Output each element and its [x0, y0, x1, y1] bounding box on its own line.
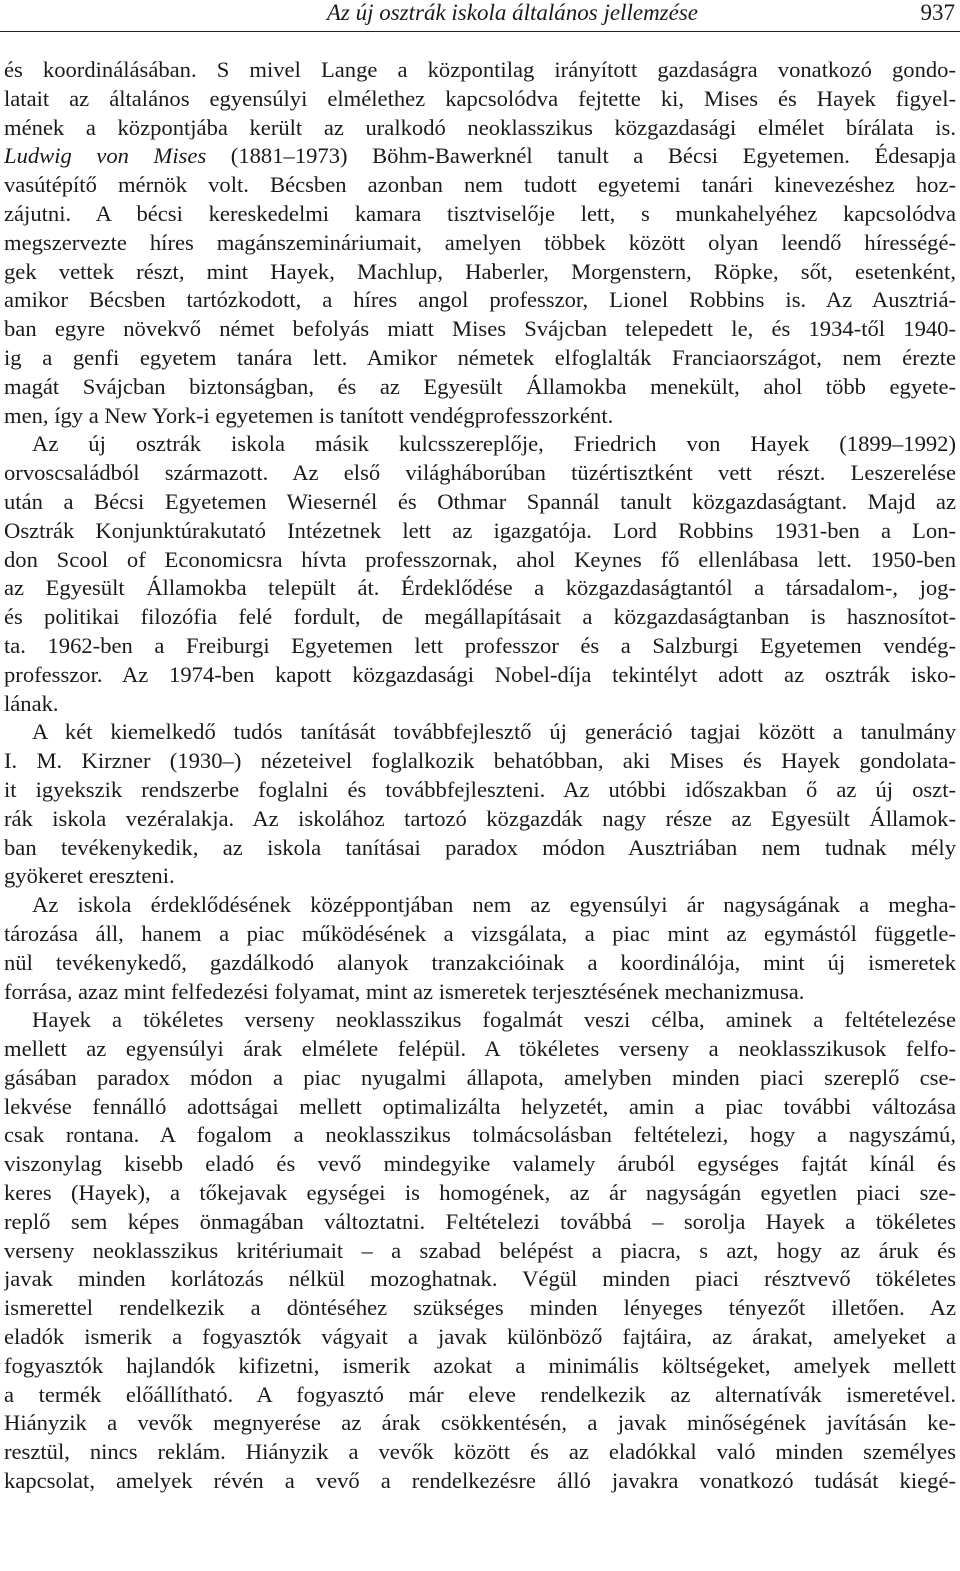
- text-line: [4, 1409, 956, 1438]
- line-text: I. M. Kirzner (1930–) nézeteivel foglalkozik behatóbban, aki Mises és Hayek gondolata-: [4, 748, 956, 774]
- header-rule: [0, 31, 960, 32]
- line-text: és politikai filozófia felé fordult, de megállapításait a közgazdaságtanban is hasznosítot-: [4, 604, 956, 630]
- line-text: után a Bécsi Egyetemen Wiesernél és Othmar Spannál tanult közgazdaságtant. Majd az: [4, 488, 956, 514]
- text-line: [4, 690, 956, 719]
- text-line: [4, 1467, 956, 1496]
- text-line: [4, 891, 956, 920]
- line-text: verseny neoklasszikus kritériumait – a szabad belépést a piacra, s azt, hogy az áruk és: [4, 1237, 956, 1263]
- line-text: és koordinálásában. S mivel Lange a központilag irányított gazdaságra vonatkozó gondo-: [4, 57, 956, 82]
- line-text: men, így a New York-i egyetemen is tanított vendégprofesszorként.: [4, 402, 614, 428]
- line-text: az Egyesült Államokba települt át. Érdeklődése a közgazdaságtantól a társadalom-, jog-: [4, 575, 956, 601]
- text-line: [4, 315, 956, 344]
- page-number: 937: [920, 0, 955, 25]
- line-text: tározása áll, hanem a piac működésének a vizsgálata, a piac mint az egymástól függetle-: [4, 920, 956, 946]
- line-text: kapcsolat, amelyek révén a vevő a rendelkezésre álló javakra vonatkozó tudását kiegé-: [4, 1468, 956, 1494]
- text-line: [4, 1323, 956, 1352]
- line-text: Hiányzik a vevők megnyerése az árak csökkentésén, a javak minőségének javításán ke-: [4, 1410, 956, 1436]
- text-line: [4, 85, 956, 114]
- line-text: ban tevékenykedik, az iskola tanításai paradox módon Ausztriában nem tudnak mély: [4, 834, 956, 860]
- line-text: mének a központjába került az uralkodó neoklasszikus közgazdasági elmélet bírálata is.: [4, 114, 956, 140]
- text-line: [4, 1265, 956, 1294]
- line-text: forrása, azaz mint felfedezési folyamat, mint az ismeretek terjesztésének mechanizmusa.: [4, 978, 805, 1004]
- text-line: [4, 258, 956, 287]
- text-line: [4, 949, 956, 978]
- line-text: ban egyre növekvő német befolyás miatt Mises Svájcban telepedett le, és 1934-től 1940-: [4, 316, 956, 342]
- running-title: Az új osztrák iskola általános jellemzése: [326, 0, 698, 25]
- text-line: [4, 488, 956, 517]
- line-text: ig a genfi egyetem tanára lett. Amikor németek elfoglalták Franciaországot, nem érezte: [4, 344, 956, 370]
- line-text: rák iskola vezéralakja. Az iskolához tartozó közgazdák nagy része az Egyesült Államok-: [4, 805, 956, 831]
- text-line: [4, 286, 956, 315]
- running-header: [0, 0, 960, 34]
- text-line: [4, 517, 956, 546]
- line-text: magát Svájcban biztonságban, és az Egyesült Államokba menekült, ahol több egyete-: [4, 373, 956, 399]
- line-text: fogyasztók hajlandók kifizetni, ismerik azokat a minimális költségeket, amelyek mellett: [4, 1352, 956, 1378]
- text-line: [4, 661, 956, 690]
- line-text: nül tevékenykedő, gazdálkodó alanyok tranzakcióinak a koordinálója, mint új ismeretek: [4, 949, 956, 975]
- text-line: [4, 1179, 956, 1208]
- text-line: [4, 430, 956, 459]
- text-line: [4, 1121, 956, 1150]
- text-line: [4, 1208, 956, 1237]
- text-line: [4, 142, 956, 171]
- line-text: Osztrák Konjunktúrakutató Intézetnek lett az igazgatója. Lord Robbins 1931-ben a Lon-: [4, 517, 956, 543]
- line-text: csak rontana. A fogalom a neoklasszikus tolmácsolásban feltételezi, hogy a nagyszámú,: [4, 1122, 956, 1148]
- italic-name: Ludwig von Mises: [4, 143, 207, 169]
- text-line: [4, 978, 956, 1007]
- line-text: lának.: [4, 690, 59, 716]
- line-text: ismerettel rendelkezik a döntéséhez szükséges minden lényeges tényezőt illetően. Az: [4, 1295, 956, 1321]
- line-text: vasútépítő mérnök volt. Bécsben azonban nem tudott egyetemi tanári kinevezéshez hoz-: [4, 172, 956, 198]
- text-line: [4, 1006, 956, 1035]
- text-line: [4, 834, 956, 863]
- text-line: [4, 1352, 956, 1381]
- text-line: [4, 459, 956, 488]
- text-line: [4, 603, 956, 632]
- text-line: [4, 632, 956, 661]
- text-line: [4, 1035, 956, 1064]
- line-text: Hayek a tökéletes verseny neoklasszikus fogalmát veszi célba, aminek a feltételezése: [32, 1007, 956, 1033]
- text-line: [4, 920, 956, 949]
- line-text: gek vettek részt, mint Hayek, Machlup, Haberler, Morgenstern, Röpke, sőt, esetenként,: [4, 258, 956, 284]
- line-text: ta. 1962-ben a Freiburgi Egyetemen lett professzor és a Salzburgi Egyetemen vendég-: [4, 632, 956, 658]
- line-text: orvoscsaládból származott. Az első világháborúban tüzértisztként vett részt. Leszerelése: [4, 460, 956, 486]
- text-line: [4, 200, 956, 229]
- text-line: [4, 574, 956, 603]
- text-line: [4, 862, 956, 891]
- line-text: amikor Bécsben tartózkodott, a híres angol professzor, Lionel Robbins is. Az Ausztriá-: [4, 287, 956, 313]
- line-text: replő sem képes önmagában változtatni. Feltételezi továbbá – sorolja Hayek a tökéletes: [4, 1208, 956, 1234]
- text-line: [4, 1438, 956, 1467]
- text-line: [4, 546, 956, 575]
- text-line: [4, 1237, 956, 1266]
- line-text: a termék előállítható. A fogyasztó már eleve rendelkezik az alternatívák ismeretével.: [4, 1381, 956, 1407]
- line-text: resztül, nincs reklám. Hiányzik a vevők között és az eladókkal való minden személyes: [4, 1439, 956, 1465]
- line-text: javak minden korlátozás nélkül mozoghatnak. Végül minden piaci résztvevő tökéletes: [4, 1266, 956, 1292]
- line-text: A két kiemelkedő tudós tanítását továbbfejlesztő új generáció tagjai között a tanulmány: [32, 719, 956, 745]
- line-text: lekvése fennálló adottságai mellett optimalizálta helyzetét, amin a piac további változása: [4, 1093, 956, 1119]
- text-line: [4, 344, 956, 373]
- text-line: [4, 56, 956, 85]
- text-line: [4, 373, 956, 402]
- text-line: [4, 718, 956, 747]
- text-line: [4, 171, 956, 200]
- line-text: Az iskola érdeklődésének középpontjában nem az egyensúlyi ár nagyságának a megha-: [32, 892, 956, 918]
- line-text: don Scool of Economicsra hívta professzornak, ahol Keynes fő ellenlábasa lett. 1950-ben: [4, 546, 956, 572]
- line-text: professzor. Az 1974-ben kapott közgazdasági Nobel-díja tekintélyt adott az osztrák isko-: [4, 661, 956, 687]
- text-line: [4, 1093, 956, 1122]
- body-text: [4, 56, 956, 1496]
- text-line: [4, 1381, 956, 1410]
- line-text: eladók ismerik a fogyasztók vágyait a javak különböző fajtáira, az árakat, amelyeket a: [4, 1324, 956, 1350]
- text-line: [4, 776, 956, 805]
- text-line: [4, 1294, 956, 1323]
- line-text: megszervezte híres magánszemináriumait, amelyen többek között olyan leendő hírességé-: [4, 229, 956, 255]
- line-text: mellett az egyensúlyi árak elmélete felépül. A tökéletes verseny a neoklasszikusok felfo-: [4, 1036, 956, 1062]
- line-text: Az új osztrák iskola másik kulcsszereplője, Friedrich von Hayek (1899–1992): [32, 431, 956, 457]
- line-text: viszonylag kisebb eladó és vevő mindegyike valamely áruból egységes fajtát kínál és: [4, 1151, 956, 1177]
- text-line: [4, 1064, 956, 1093]
- text-line: [4, 805, 956, 834]
- text-line: [4, 229, 956, 258]
- line-text: latait az általános egyensúlyi elmélethez kapcsolódva fejtette ki, Mises és Hayek figyel-: [4, 85, 956, 111]
- line-text: it igyekszik rendszerbe foglalni és továbbfejleszteni. Az utóbbi időszakban ő az új oszt-: [4, 776, 956, 802]
- text-line: [4, 402, 956, 431]
- line-text: zájutni. A bécsi kereskedelmi kamara tisztviselője lett, s munkahelyéhez kapcsolódva: [4, 200, 956, 226]
- line-text: gásában paradox módon a piac nyugalmi állapota, amelyben minden piaci szereplő cse-: [4, 1064, 956, 1090]
- text-line: [4, 114, 956, 143]
- line-text: keres (Hayek), a tőkejavak egységei is homogének, az ár nagyságán egyetlen piaci sze-: [4, 1180, 956, 1206]
- line-text: gyökeret ereszteni.: [4, 863, 175, 889]
- text-line: [4, 747, 956, 776]
- text-line: [4, 1150, 956, 1179]
- line-text: (1881–1973) Böhm-Bawerknél tanult a Bécsi Egyetemen. Édesapja: [206, 143, 956, 169]
